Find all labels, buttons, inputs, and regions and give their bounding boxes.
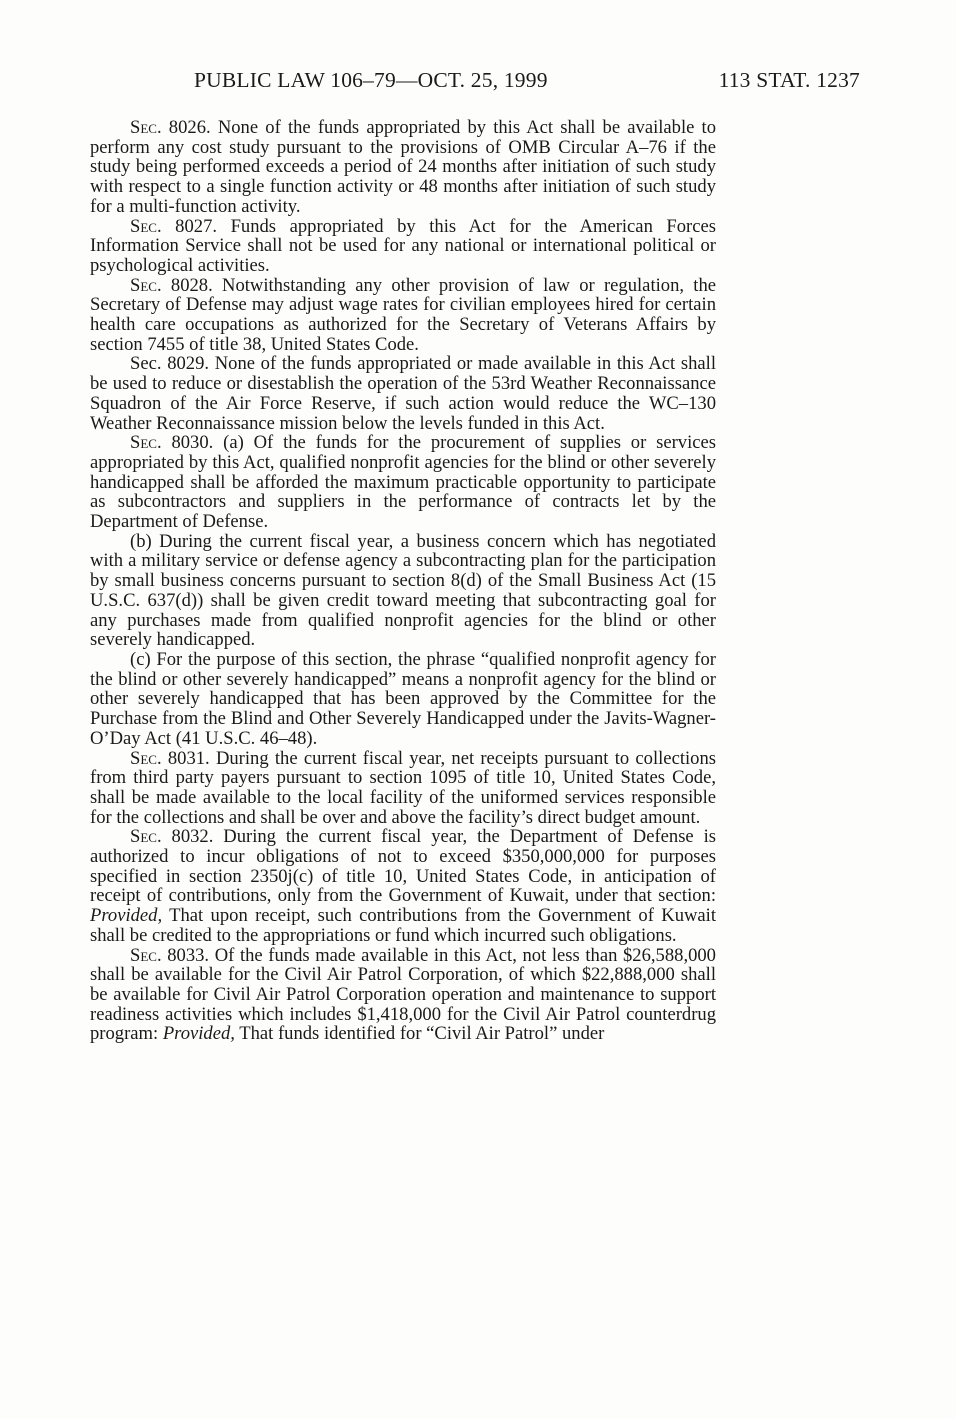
section-8028 — [90, 276, 716, 355]
running-header — [90, 68, 860, 98]
section-8031 — [90, 749, 716, 828]
section-label: Sec. — [130, 826, 162, 848]
section-label: Sec. — [130, 747, 162, 769]
section-label: Sec. — [130, 432, 162, 454]
section-text: During the current fiscal year, net receipts pursuant to collections from third party payers pursuant to section 1095 of title 10, United States Code, shall be made available to the local facility of the uniformed services responsible for the collections and shall be over and above the facility’s direct budget amount. — [90, 747, 716, 828]
section-text-continued: That upon receipt, such contributions from the Government of Kuwait shall be credited to the appropriations or fund which incurred such obligations. — [90, 905, 716, 946]
section-text: Of the funds made available in this Act, not less than $26,588,000 shall be available for the Civil Air Patrol Corporation, of which $22,888,000 shall be available for Civil Air Patrol Corporation operation and maintenance to support readiness activities which includes $1,418,000 for the Civil Air Patrol counterdrug program: — [90, 944, 716, 1045]
section-8030-a — [90, 433, 716, 532]
section-text: (a) Of the funds for the procurement of supplies or services appropriated by this Act, qualified nonprofit agencies for the blind or other severely handicapped shall be afforded the maximum practicable opportunity to participate as subcontractors and suppliers in the performance of contracts let by the Department of Defense. — [90, 432, 716, 533]
section-number: 8028. — [170, 274, 213, 296]
header-citation: PUBLIC LAW 106–79—OCT. 25, 1999 — [194, 68, 548, 92]
body-text — [90, 118, 716, 1044]
section-label: Sec. — [130, 944, 162, 966]
section-number: 8030. — [171, 432, 214, 454]
section-label: Sec. — [130, 215, 162, 237]
section-label: Sec. — [130, 353, 162, 375]
section-text: Notwithstanding any other provision of law or regulation, the Secretary of Defense may adjust wage rates for civilian employees hired for certain health care occupations as authorized for the Secretary of Veterans Affairs by section 7455 of title 38, United States Code. — [90, 274, 716, 355]
section-8030-b — [90, 532, 716, 650]
section-number: 8029. — [167, 353, 210, 375]
section-number: 8031. — [167, 747, 210, 769]
section-8033 — [90, 946, 716, 1045]
section-label: Sec. — [130, 274, 162, 296]
section-number: 8032. — [171, 826, 214, 848]
header-statute-page: 113 STAT. 1237 — [718, 68, 860, 92]
section-text: Funds appropriated by this Act for the American Forces Information Service shall not be used for any national or international political or psychological activities. — [90, 215, 716, 276]
section-8030-c — [90, 650, 716, 749]
section-text: (c) For the purpose of this section, the phrase “qualified nonprofit agency for the blind or other severely handicapped” means a nonprofit agency for the blind or other severely handicapped that has been approved by the Committee for the Purchase from the Blind and Other Severely Handicapped under the Javits-Wagner-O’Day Act (41 U.S.C. 46–48). — [90, 648, 716, 749]
section-text: None of the funds appropriated or made available in this Act shall be used to reduce or disestablish the operation of the 53rd Weather Reconnaissance Squadron of the Air Force Reserve, if such action would reduce the WC–130 Weather Reconnaissance mission below the levels funded in this Act. — [90, 353, 717, 434]
section-number: 8033. — [167, 944, 210, 966]
section-number: 8026. — [168, 117, 211, 138]
section-8026 — [90, 118, 716, 217]
section-text: (b) During the current fiscal year, a business concern which has negotiated with a military service or defense agency a subcontracting plan for the participation by small business concerns pursuant to section 8(d) of the Small Business Act (15 U.S.C. 637(d)) shall be given credit toward meeting that subcontracting goal for any purchases made from qualified nonprofit agencies for the blind or other severely handicapped. — [90, 530, 716, 651]
section-number: 8027. — [175, 215, 218, 237]
section-label: Sec. — [130, 117, 162, 138]
proviso-italic: Provided, — [162, 1023, 235, 1045]
section-8029 — [90, 354, 716, 433]
section-text: During the current fiscal year, the Department of Defense is authorized to incur obligations of not to exceed $350,000,000 for purposes specified in section 2350j(c) of title 10, United States Code, in anticipation of receipt of contributions, only from the Government of Kuwait, under that section: — [90, 826, 716, 907]
section-text-continued: That funds identified for “Civil Air Patrol” under — [239, 1023, 605, 1045]
section-text: None of the funds appropriated by this Act shall be available to perform any cost study pursuant to the provisions of OMB Circular A–76 if the study being performed exceeds a period of 24 months after initiation of such study with respect to a single function activity or 48 months after initiation of such study for a multi-function activity. — [90, 117, 717, 217]
proviso-italic: Provided, — [90, 905, 163, 927]
section-8027 — [90, 217, 716, 276]
section-8032 — [90, 827, 716, 945]
